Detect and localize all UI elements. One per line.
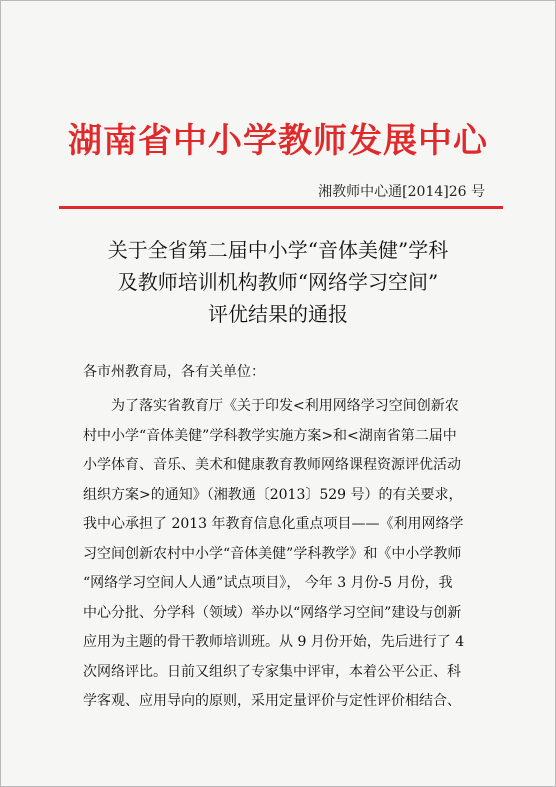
document-title [1,234,555,330]
body-line: “网络学习空间人人通”试点项目》， 今年 3 月份-5 月份，我 [83,575,453,591]
red-divider-line [59,206,503,209]
body-line: 应用为主题的骨干教师培训班。从 9 月份开始，先后进行了 4 [83,634,465,650]
body-line: 村中小学“音体美健”学科教学实施方案>和<湖南省第二届中 [83,427,457,444]
org-header-title: 湖南省中小学教师发展中心 [68,121,488,161]
body-line: 学客观、应用导向的原则，采用定量评价与定性评价相结合、 [83,693,461,709]
title-line: 及教师培训机构教师“网络学习空间” [117,270,439,294]
body-line: 小学体育、音乐、美术和健康教育教师网络课程资源评优活动 [83,457,461,473]
body-line: 组织方案>的通知》（湘教通〔2013〕529 号）的有关要求， [83,486,463,503]
document-number: 湘教师中心通[2014]26 号 [318,184,485,200]
salutation: 各市州教育局，各有关单位： [83,364,265,380]
body-line: 次网络评比。日前又组织了专家集中评审，本着公平公正、科 [83,663,461,680]
title-line: 评优结果的通报 [208,302,348,326]
body-line: 为了落实省教育厅《关于印发<利用网络学习空间创新农 [111,398,459,414]
body-paragraph [83,392,483,717]
body-line: 中心分批、分学科（领域）举办以“网络学习空间”建设与创新 [83,604,462,621]
title-line: 关于全省第二届中小学“音体美健”学科 [107,238,449,262]
body-line: 习空间创新农村中小学“音体美健”学科教学》和《中小学教师 [83,545,462,562]
body-line: 我中心承担了 2013 年教育信息化重点项目——《利用网络学 [83,516,464,532]
